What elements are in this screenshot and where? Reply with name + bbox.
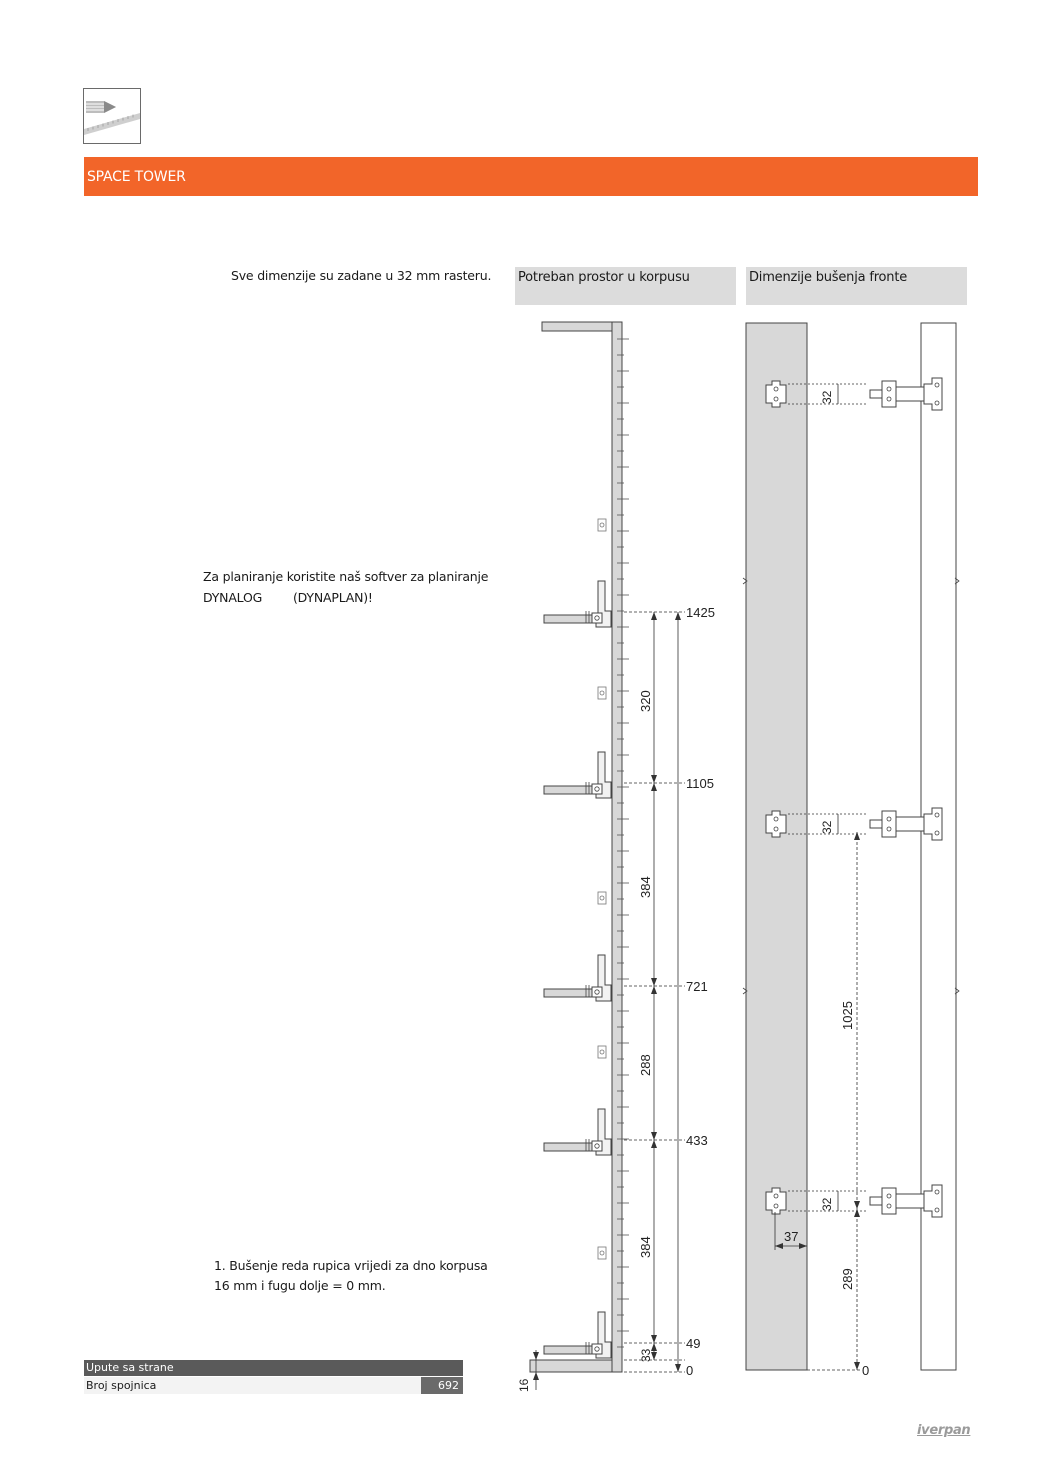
spacing-label: 33 — [639, 1348, 653, 1362]
footer-page-number: 692 — [421, 1377, 463, 1394]
spacing-label: 288 — [638, 1054, 653, 1076]
spacing-label: 320 — [638, 690, 653, 712]
pencil-ruler-icon — [84, 89, 140, 143]
position-label: 721 — [686, 979, 708, 994]
position-label: 0 — [686, 1363, 694, 1378]
footer-connectors-label: Broj spojnica — [84, 1377, 463, 1394]
spacing-label: 384 — [638, 1236, 653, 1258]
planning-note-line1: Za planiranje koristite naš softver za planiranje — [203, 569, 489, 584]
cabinet-space-diagram — [505, 315, 745, 1395]
spacing-label: 384 — [638, 876, 653, 898]
left-column-title: Potreban prostor u korpusu — [515, 267, 736, 305]
drilling-note-line1: 1. Bušenje reda rupica vrijedi za dno korpusa — [214, 1258, 488, 1273]
position-label: 1425 — [686, 605, 715, 620]
page-title: SPACE TOWER — [87, 169, 186, 185]
planning-note-brand: DYNALOG — [203, 590, 263, 605]
height-label: 1025 — [840, 1001, 855, 1030]
position-label: 49 — [686, 1336, 701, 1351]
zero-label: 0 — [862, 1363, 870, 1378]
position-label: 1105 — [686, 776, 714, 791]
title-bar — [84, 157, 978, 196]
drilling-note-line2: 16 mm i fugu dolje = 0 mm. — [214, 1278, 386, 1293]
logo — [83, 88, 141, 144]
right-column-title: Dimenzije bušenja fronte — [746, 267, 967, 305]
position-label: 433 — [686, 1133, 708, 1148]
hole-spacing-label: 32 — [820, 390, 834, 404]
hole-spacing-label: 32 — [820, 1197, 834, 1211]
brand-logo: iverpan — [917, 1423, 971, 1438]
offset-label: 37 — [784, 1229, 799, 1244]
thickness-label: 16 — [517, 1378, 531, 1392]
grid-note: Sve dimenzije su zadane u 32 mm rasteru. — [231, 268, 492, 283]
height-label: 289 — [840, 1268, 855, 1290]
footer-instructions-label: Upute sa strane — [84, 1360, 463, 1376]
hole-spacing-label: 32 — [820, 820, 834, 834]
front-drilling-diagram — [740, 315, 970, 1395]
planning-note-tail: (DYNAPLAN)! — [293, 590, 373, 605]
